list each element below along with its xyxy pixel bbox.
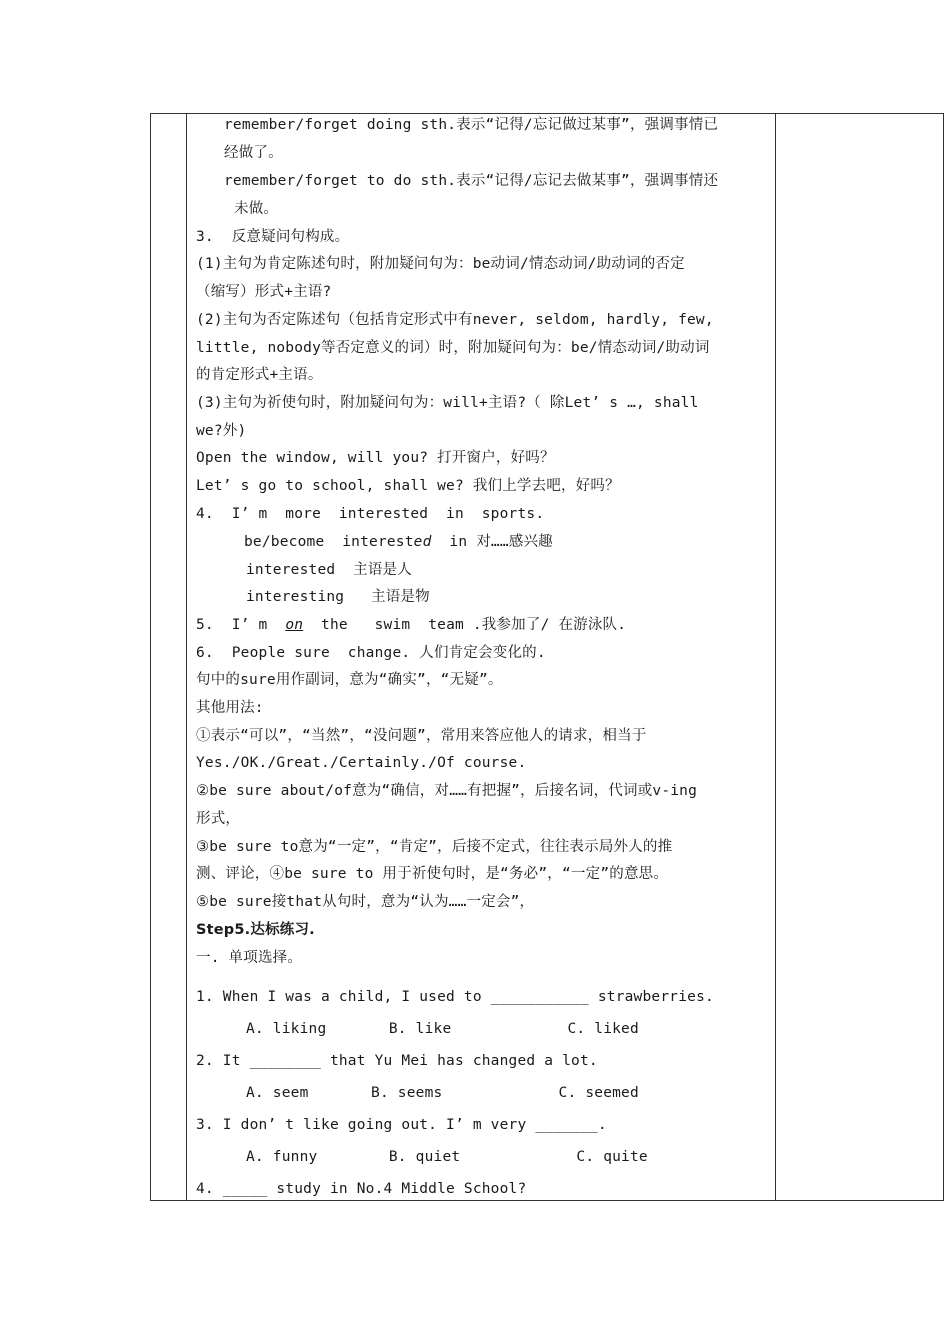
text-line: ⑤be sure接that从句时，意为“认为……一定会”， <box>196 894 535 910</box>
text-segment: in 对……感兴趣 <box>431 534 553 550</box>
text-line: (3)主句为祈使句时，附加疑问句为：will+主语?（ 除Let’ s …, shall <box>196 395 699 411</box>
question-4: 4. _____ study in No.4 Middle School? <box>196 1181 527 1197</box>
text-line <box>244 532 553 552</box>
text-line: 句中的sure用作副词，意为“确实”，“无疑”。 <box>196 672 503 688</box>
text-line: 的肯定形式+主语。 <box>196 367 323 383</box>
text-line: 3. 反意疑问句构成。 <box>196 229 350 245</box>
text-line: 形式， <box>196 811 241 827</box>
text-segment: be/become interest <box>244 534 414 550</box>
text-segment: the swim team .我参加了/ 在游泳队. <box>303 617 627 633</box>
underlined-word: on <box>285 617 304 633</box>
text-line: 其他用法: <box>196 700 264 716</box>
question-3: 3. I don’ t like going out. I’ m very _______. <box>196 1117 607 1133</box>
question-1-options: A. liking B. like C. liked <box>246 1021 639 1037</box>
text-line: 经做了。 <box>224 145 283 161</box>
text-line: Open the window, will you? 打开窗户，好吗？ <box>196 450 555 466</box>
text-line: we?外) <box>196 423 247 439</box>
text-line: (2)主句为否定陈述句（包括肯定形式中有never, seldom, hardly, few, <box>196 312 714 328</box>
text-line: interesting 主语是物 <box>246 589 430 605</box>
text-line: remember/forget doing sth.表示“记得/忘记做过某事”，强调事情已 <box>224 117 719 133</box>
text-line: Let’ s go to school, shall we? 我们上学去吧，好吗？ <box>196 478 620 494</box>
text-line: interested 主语是人 <box>246 562 412 578</box>
text-line: ②be sure about/of意为“确信，对……有把握”，后接名词，代词或v-ing <box>196 783 698 799</box>
text-line: little, nobody等否定意义的词）时，附加疑问句为：be/情态动词/助动词 <box>196 340 710 356</box>
text-segment: 5. I’ m <box>196 617 286 633</box>
text-line: 6. People sure change. 人们肯定会变化的. <box>196 645 546 661</box>
section-heading: Step5.达标练习. <box>196 922 315 938</box>
text-line: 一. 单项选择。 <box>196 950 303 966</box>
text-line: ①表示“可以”，“当然”，“没问题”，常用来答应他人的请求，相当于 <box>196 728 647 744</box>
text-line: 4. I’ m more interested in sports. <box>196 506 545 522</box>
text-line: ③be sure to意为“一定”，“肯定”，后接不定式，往往表示局外人的推 <box>196 839 673 855</box>
question-2: 2. It ________ that Yu Mei has changed a lot. <box>196 1053 598 1069</box>
column-divider-left <box>186 114 187 1200</box>
column-divider-right <box>775 114 776 1200</box>
text-line: remember/forget to do sth.表示“记得/忘记去做某事”，强调事情还 <box>224 173 719 189</box>
text-line: （缩写）形式+主语? <box>196 284 332 300</box>
text-line: 未做。 <box>234 201 279 217</box>
text-line: Yes./OK./Great./Certainly./Of course. <box>196 755 527 771</box>
question-3-options: A. funny B. quiet C. quite <box>246 1149 648 1165</box>
question-1: 1. When I was a child, I used to ___________ strawberries. <box>196 989 714 1005</box>
text-line: (1)主句为肯定陈述句时，附加疑问句为：be动词/情态动词/助动词的否定 <box>196 256 685 272</box>
text-line <box>196 615 626 635</box>
italic-segment: ed <box>413 534 432 550</box>
question-2-options: A. seem B. seems C. seemed <box>246 1085 639 1101</box>
text-line: 测、评论，④be sure to 用于祈使句时，是“务必”，“一定”的意思。 <box>196 866 669 882</box>
